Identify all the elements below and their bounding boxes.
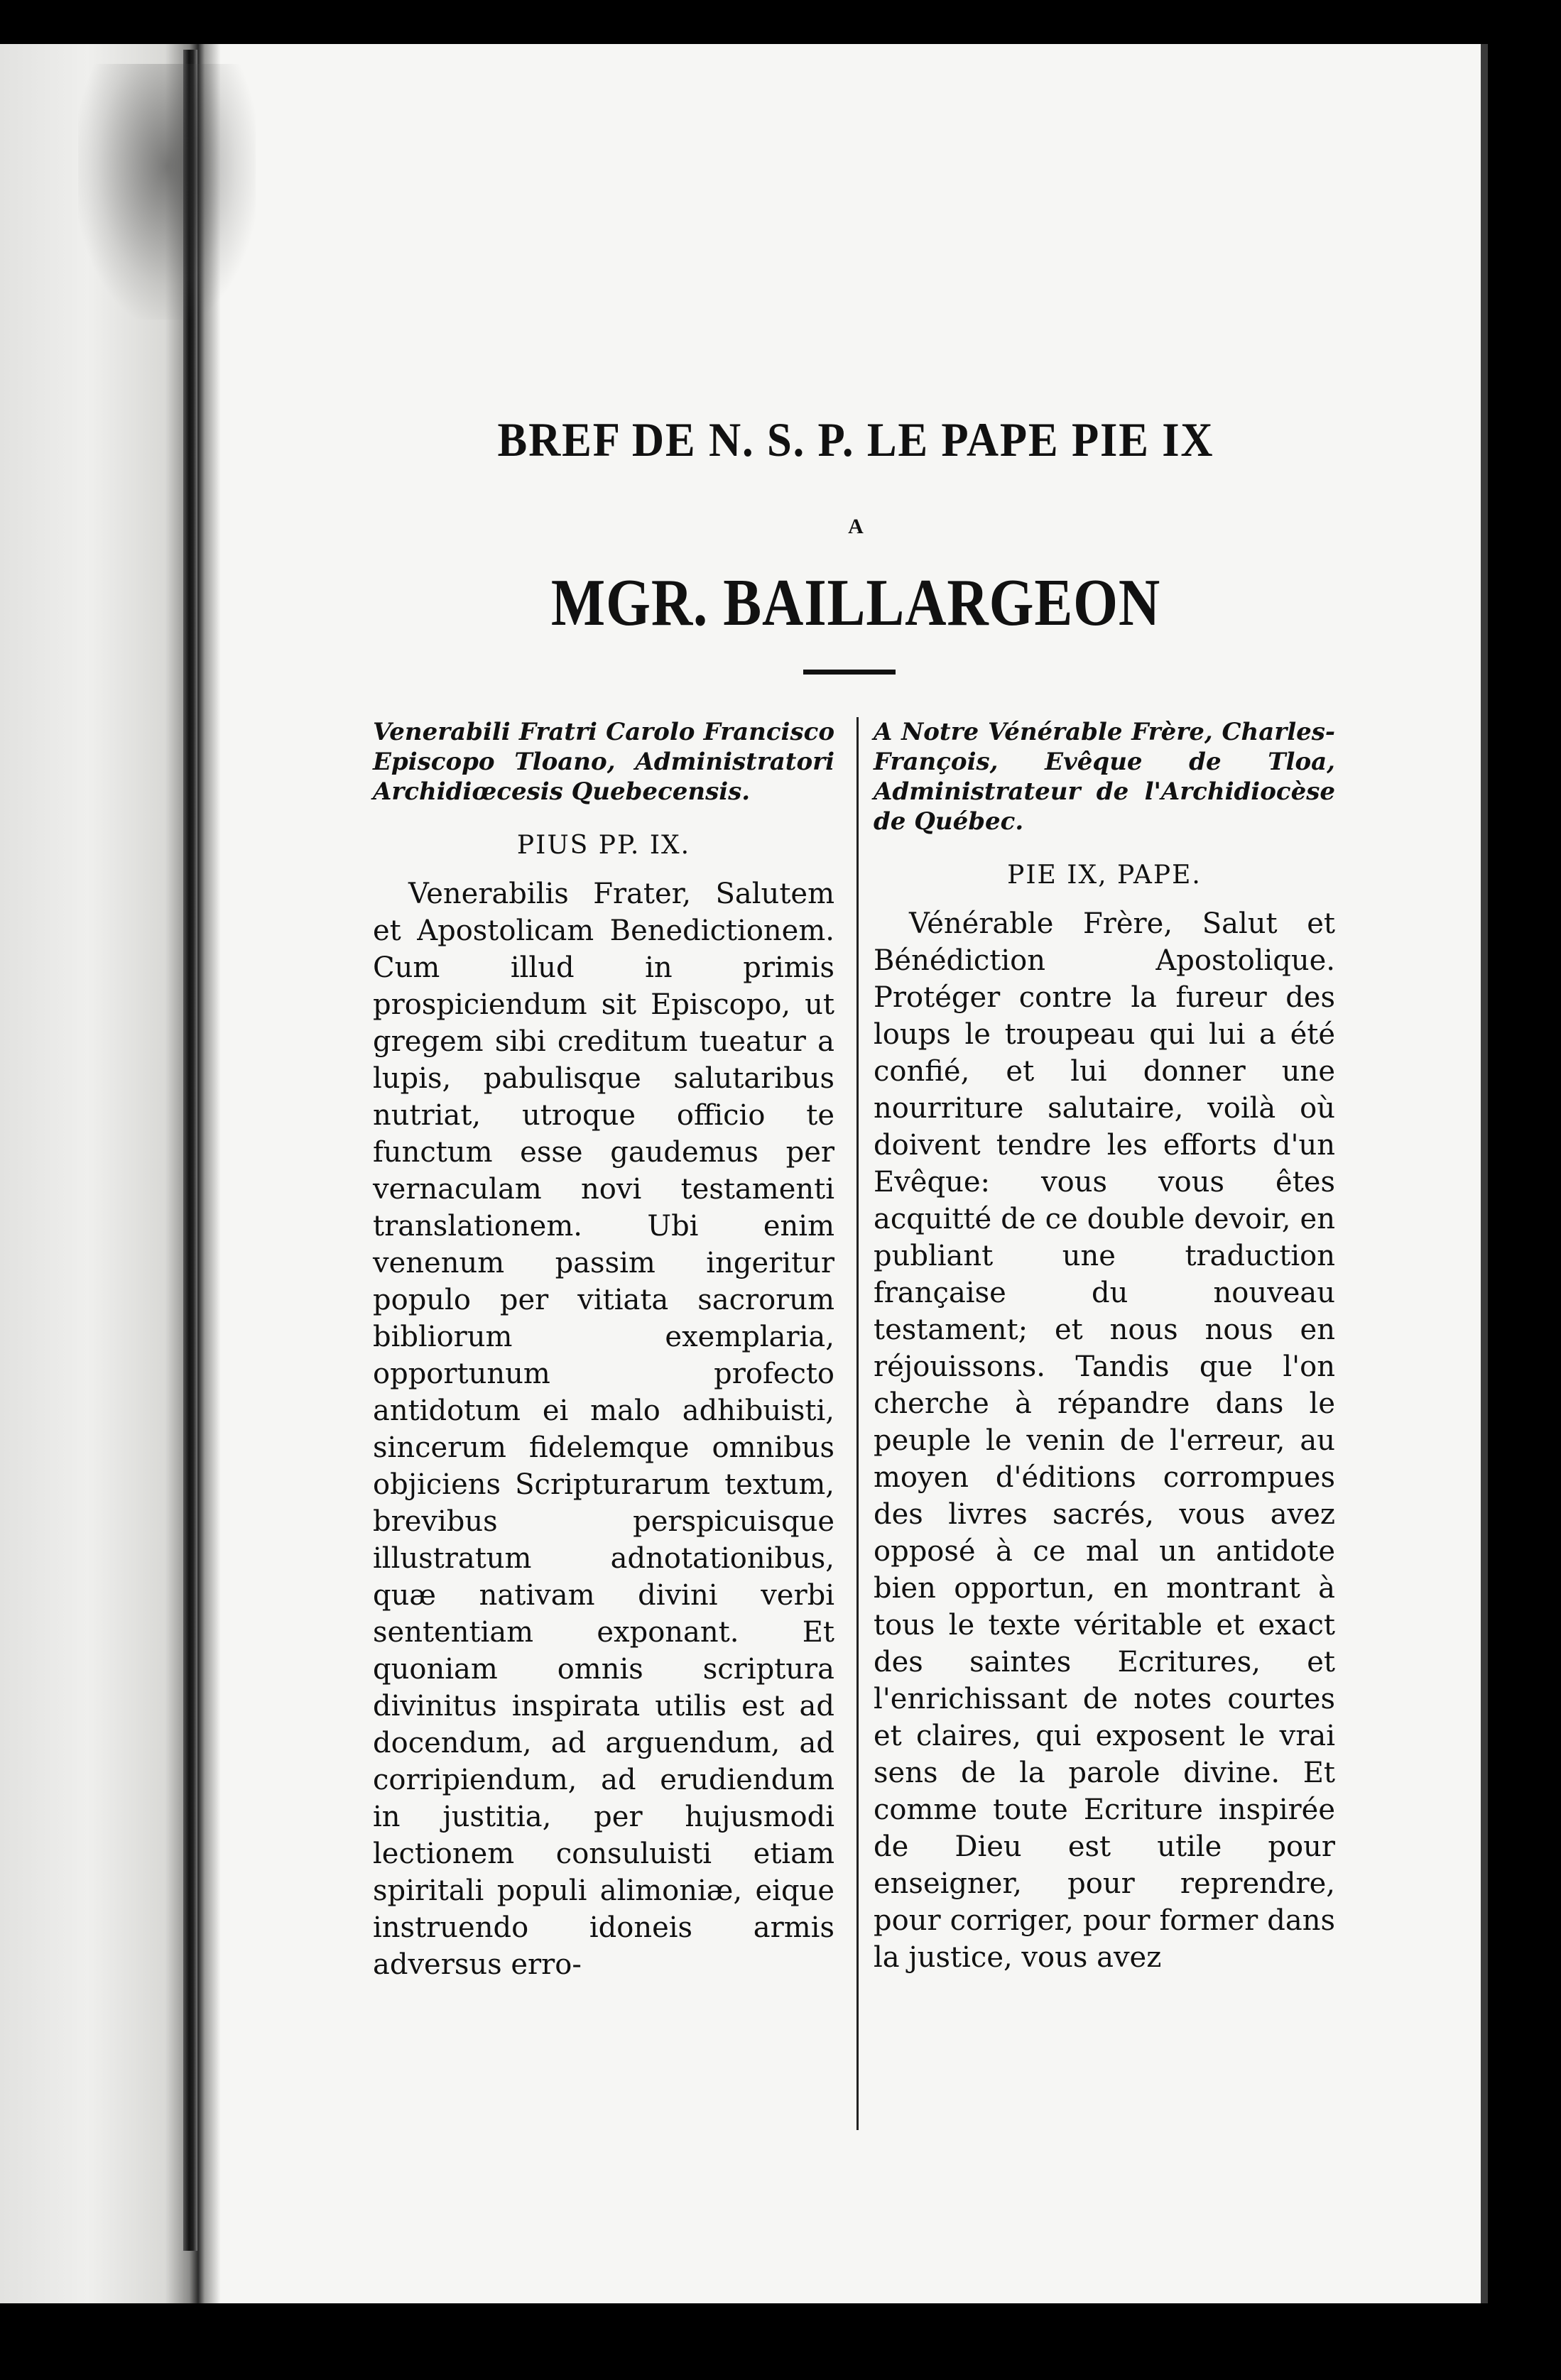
page-right-edge (1481, 44, 1488, 2303)
title-divider-rule (803, 670, 896, 675)
spine-edge (183, 50, 197, 2251)
ink-smudge (78, 64, 256, 320)
page-title: BREF DE N. S. P. LE PAPE PIE IX (497, 413, 1214, 466)
latin-dedication: Venerabili Fratri Carolo Francisco Episcopo Tloano, Administratori Archidiœcesis Quebecensis. (373, 718, 834, 806)
french-column (874, 717, 1335, 1976)
french-heading: PIE IX, PAPE. (1007, 861, 1202, 890)
latin-text: Venerabilis Frater, Salutem et Apostolicam Benedictionem. Cum illud in primis prospiciendum sit Episcopo, ut gregem sibi creditum tueatur a lupis, pabulisque salutaribus nutriat, utroque officio te functum esse gaudemus per vernaculam novi testamenti translationem. Ubi enim venenum passim ingeritur populo per vitiata sacrorum bibliorum exemplaria, opportunum profecto antidotum ei malo adhibuisti, sincerum fidelemque omnibus objiciens Scripturarum textum, brevibus perspicuisque illustratum adnotationibus, quæ nativam divini verbi sententiam exponant. Et quoniam omnis scriptura divinitus inspirata utilis est ad docendum, ad arguendum, ad corripiendum, ad erudiendum in justitia, per hujusmodi lectionem consuluisti etiam spiritali populi alimoniæ, eique instruendo idoneis armis adversus erro- (373, 878, 834, 1981)
french-text: Vénérable Frère, Salut et Bénédiction Apostolique. Protéger contre la fureur des loups le troupeau qui lui a été confié, et lui donner une nourriture salutaire, voilà où doivent tendre les efforts d'un Evêque: vous vous êtes acquitté de ce double devoir, en publiant une traduction française du nouveau testament; et nous nous en réjouissons. Tandis que l'on cherche à répandre dans le peuple le venin de l'erreur, au moyen d'éditions corrompues des livres sacrés, vous avez opposé à ce mal un antidote bien opportun, en montrant à tous le texte véritable et exact des saintes Ecritures, et l'enrichissant de notes courtes et claires, qui exposent le vrai sens de la parole divine. Et comme toute Ecriture inspirée de Dieu est utile pour enseigner, pour reprendre, pour corriger, pour former dans la justice, vous avez (874, 907, 1335, 1974)
french-dedication: A Notre Vénérable Frère, Charles-François, Evêque de Tloa, Administrateur de l'Archidiocèse de Québec. (874, 718, 1335, 836)
title-connector: A (848, 515, 864, 538)
column-divider (856, 717, 859, 2130)
latin-column (373, 717, 834, 1983)
recipient-name: MGR. BAILLARGEON (550, 566, 1161, 640)
latin-heading: PIUS PP. IX. (516, 831, 691, 860)
